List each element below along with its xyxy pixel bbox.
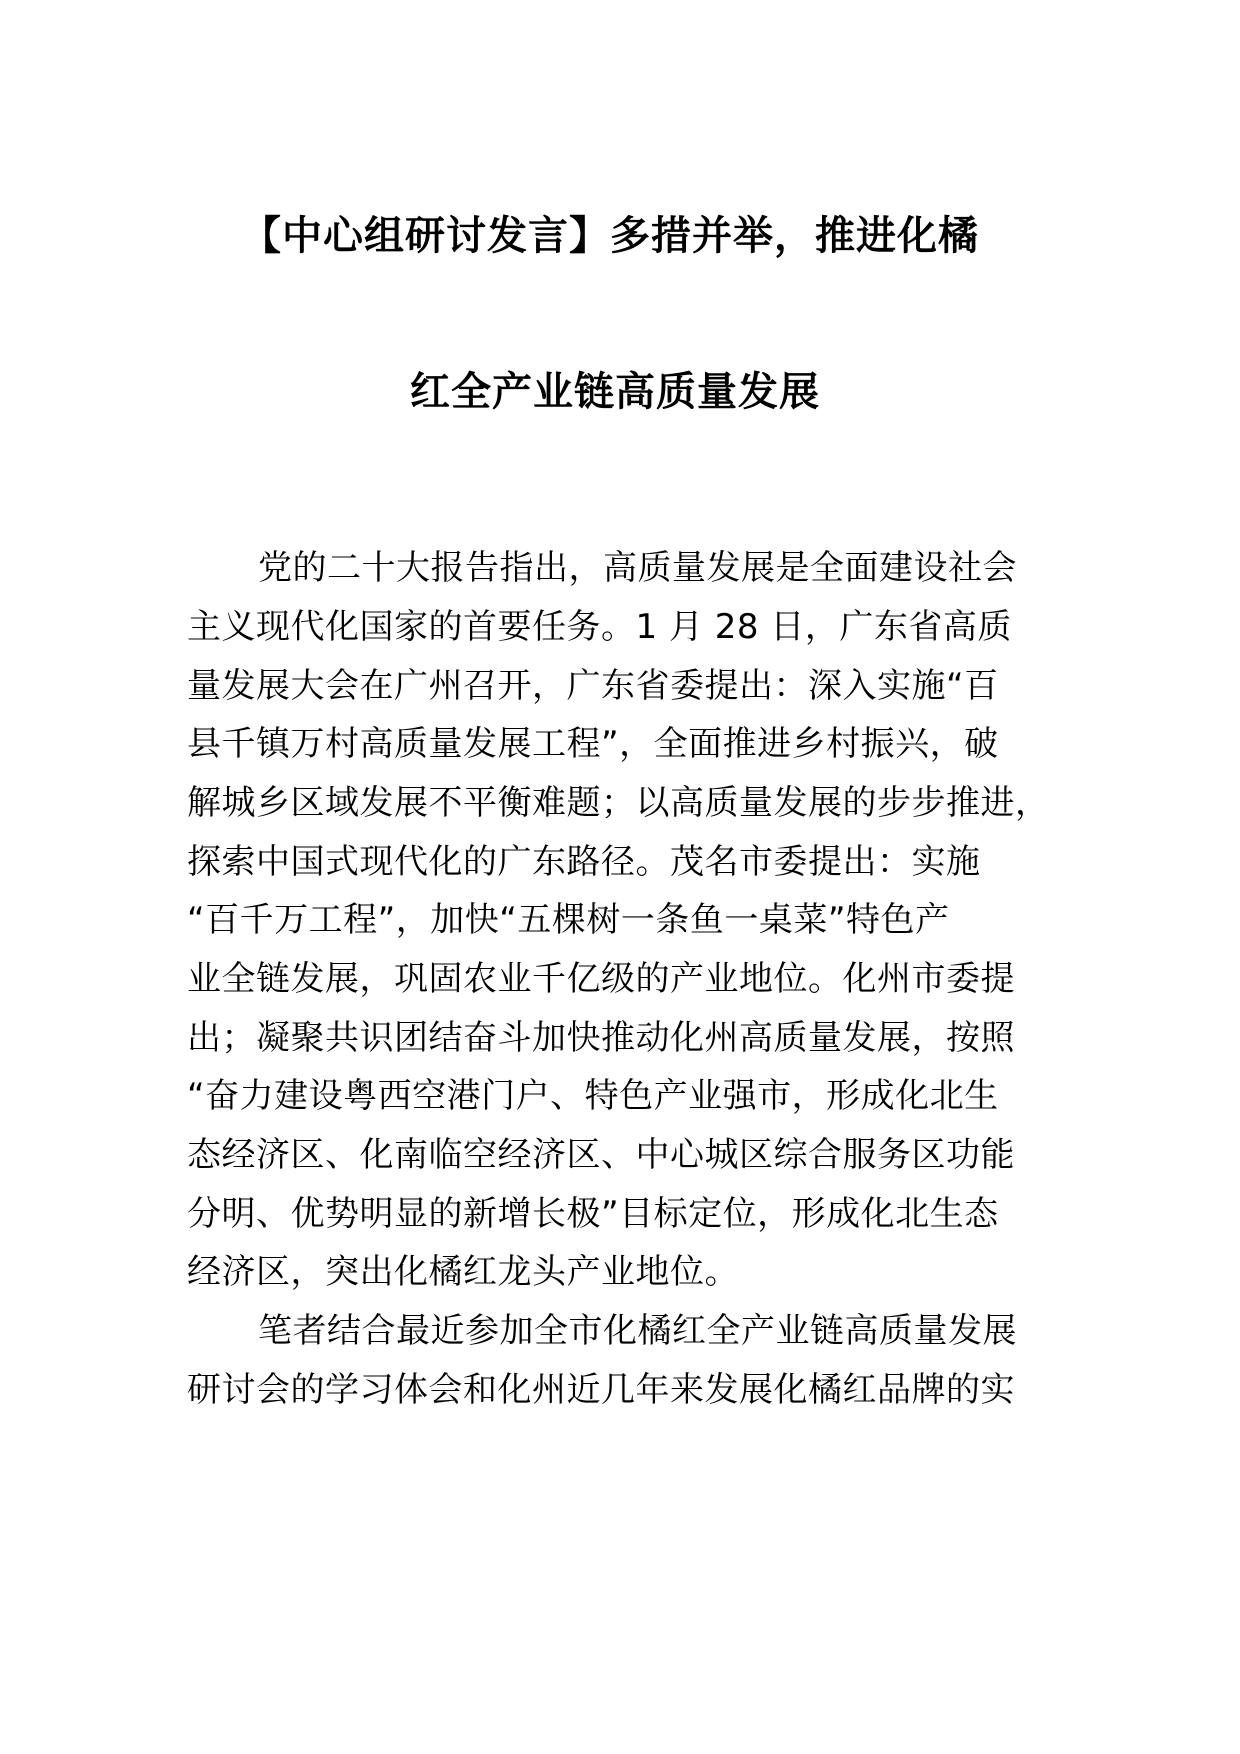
paragraph-1-line: 党的二十大报告指出，高质量发展是全面建设社会 [258, 548, 1017, 588]
document-title-line-1: 【中心组研讨发言】多措并举，推进化橘 [241, 213, 979, 259]
document-title-line-2: 红全产业链高质量发展 [410, 369, 820, 415]
paragraph-1-line: 探索中国式现代化的广东路径。茂名市委提出：实施 [187, 842, 981, 882]
paragraph-1-line: 出；凝聚共识团结奋斗加快推动化州高质量发展，按照 [187, 1018, 1015, 1058]
paragraph-1-line: 分明、优势明显的新增长极”目标定位，形成化北生态 [187, 1194, 999, 1234]
paragraph-1-line: 主义现代化国家的首要任务。1 月 28 日，广东省高质 [187, 607, 1012, 647]
paragraph-1-line: 量发展大会在广州召开，广东省委提出：深入实施“百 [187, 666, 999, 706]
paragraph-1-line: 态经济区、化南临空经济区、中心城区综合服务区功能 [187, 1135, 1015, 1175]
paragraph-1-line: “百千万工程”，加快“五棵树一条鱼一桌菜”特色产 [187, 900, 950, 940]
paragraph-1-line: “奋力建设粤西空港门户、特色产业强市，形成化北生 [187, 1076, 999, 1116]
paragraph-2-line: 笔者结合最近参加全市化橘红全产业链高质量发展 [258, 1311, 1017, 1351]
paragraph-1-line: 经济区，突出化橘红龙头产业地位。 [187, 1252, 739, 1292]
paragraph-2-line: 研讨会的学习体会和化州近几年来发展化橘红品牌的实 [187, 1370, 1015, 1410]
paragraph-1-line: 解城乡区域发展不平衡难题；以高质量发展的步步推进， [187, 783, 1050, 823]
paragraph-1-line: 业全链发展，巩固农业千亿级的产业地位。化州市委提 [187, 959, 1015, 999]
paragraph-1-line: 县千镇万村高质量发展工程”，全面推进乡村振兴，破 [187, 724, 999, 764]
